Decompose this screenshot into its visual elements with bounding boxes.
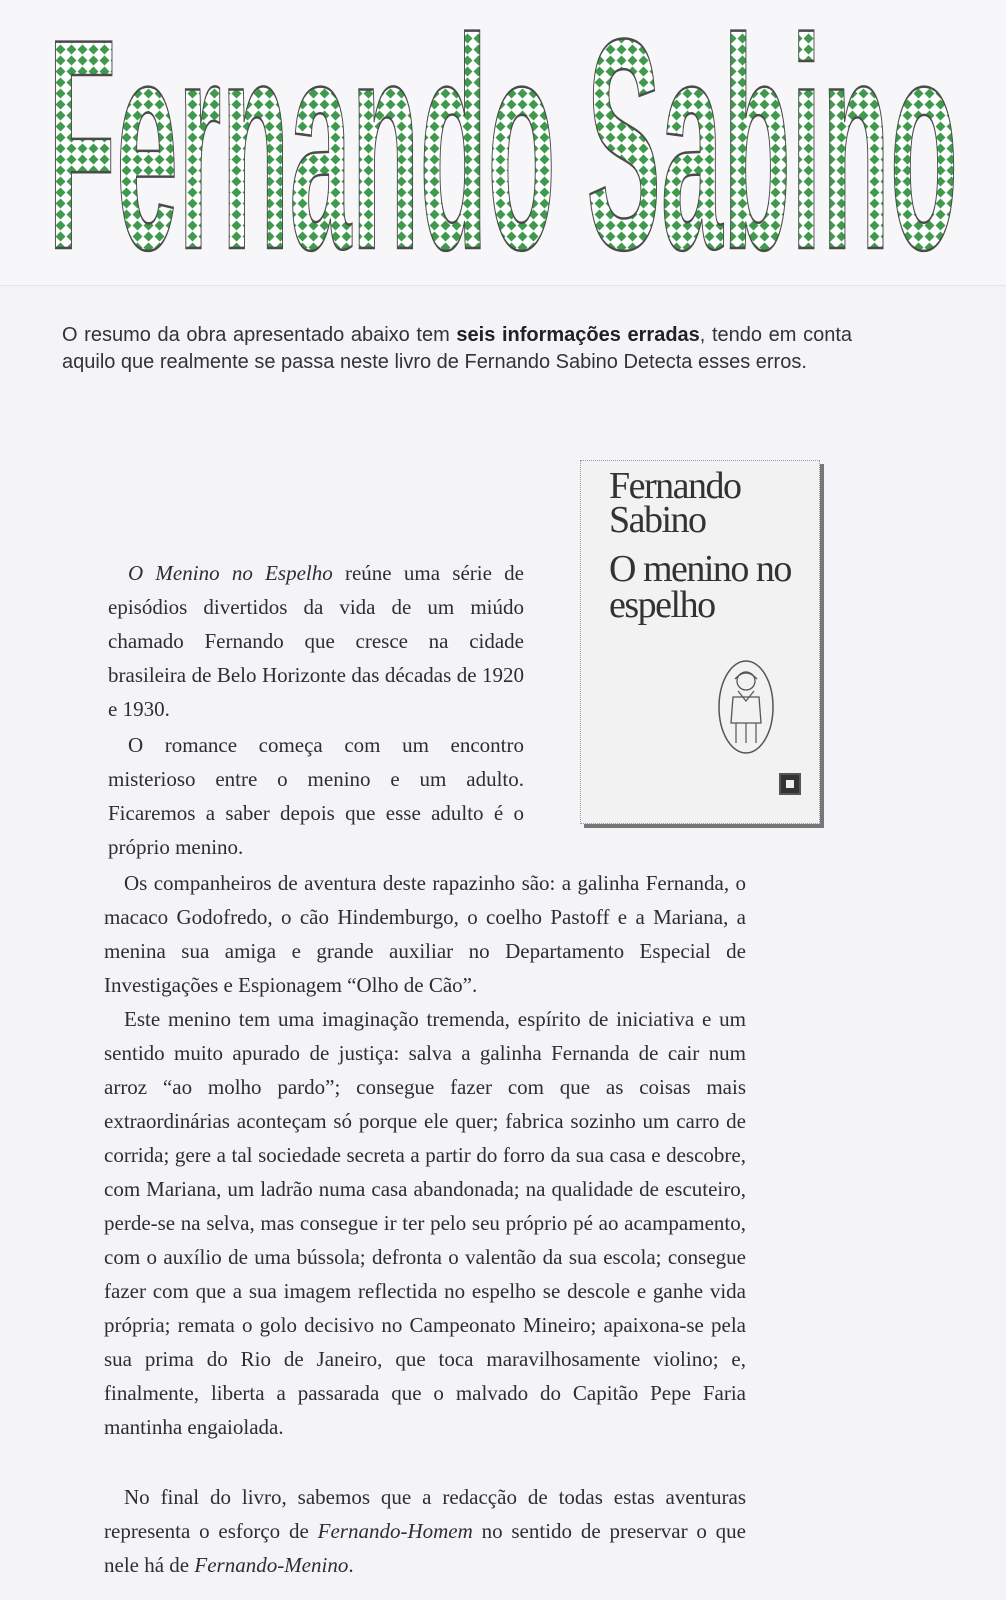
publisher-logo-icon xyxy=(779,773,801,795)
title-wordart xyxy=(0,0,1006,285)
summary-paragraph-5 xyxy=(104,1480,746,1582)
summary-paragraph-1-text: reúne uma série de episódios divertidos da vida de um miúdo chamado Fernando que cresce na cidade brasileira de Belo Horizonte das décadas de 1920 e 1930. xyxy=(108,561,524,721)
summary-paragraph-2: O romance começa com um encontro misterioso entre o menino e um adulto. Ficaremos a saber depois que esse adulto é o próprio menino. xyxy=(108,733,524,859)
cover-title: O menino no espelho xyxy=(609,548,791,626)
summary-paragraph-5-text-a: No final do livro, sabemos que a redacção de todas estas aventuras representa o esforço de xyxy=(104,1485,746,1543)
summary-paragraph-5-text-c: . xyxy=(348,1553,354,1577)
fernando-homem-italic: Fernando-Homem xyxy=(317,1519,473,1543)
book-cover-image xyxy=(580,460,820,824)
instruction-emphasis: seis informações erradas xyxy=(456,324,700,346)
instruction-text-2: , tendo em conta aquilo que realmente se passa neste livro de Fernando Sabino Detecta esses erros. xyxy=(62,324,852,373)
summary-paragraph-3: Os companheiros de aventura deste rapazinho são: a galinha Fernanda, o macaco Godofredo, o cão Hindemburgo, o coelho Pastoff e a Mariana, a menina sua amiga e grande auxiliar no Departamento Especial de Investigações e Espionagem “Olho de Cão”. xyxy=(104,871,746,997)
instruction-text-1: O resumo da obra apresentado abaixo tem xyxy=(62,324,457,346)
title-banner xyxy=(0,0,1006,286)
fernando-menino-italic: Fernando-Menino xyxy=(194,1553,349,1577)
exercise-instruction xyxy=(62,322,852,376)
banner-title: Fernando Sabino xyxy=(48,0,958,285)
summary-paragraph-1 xyxy=(108,556,524,726)
cover-author: Fernando Sabino xyxy=(609,465,741,541)
book-title-italic: O Menino no Espelho xyxy=(128,561,333,585)
summary-paragraph-5-text-b: no sentido de preservar o que nele há de xyxy=(104,1519,747,1577)
boy-illustration-icon xyxy=(716,657,776,757)
summary-paragraph-4: Este menino tem uma imaginação tremenda, espírito de iniciativa e um sentido muito apurado de justiça: salva a galinha Fernanda de cair num arroz “ao molho pardo”; consegue fazer com que as coisas mais extraordinárias aconteçam só porque ele quer; fabrica sozinho um carro de corrida; gere a tal sociedade secreta a partir do forro da sua casa e descobre, com Mariana, um ladrão numa casa abandonada; na qualidade de escuteiro, perde-se na selva, mas consegue ir ter pelo seu próprio pé ao acampamento, com o auxílio de uma bússola; defronta o valentão da sua escola; consegue fazer com que a sua imagem reflectida no espelho se descole e ganhe vida própria; remata o golo decisivo no Campeonato Mineiro; apaixona-se pela sua prima do Rio de Janeiro, que toca maravilhosamente violino; e, finalmente, liberta a passarada que o malvado do Capitão Pepe Faria mantinha engaiolada. xyxy=(104,1007,746,1439)
